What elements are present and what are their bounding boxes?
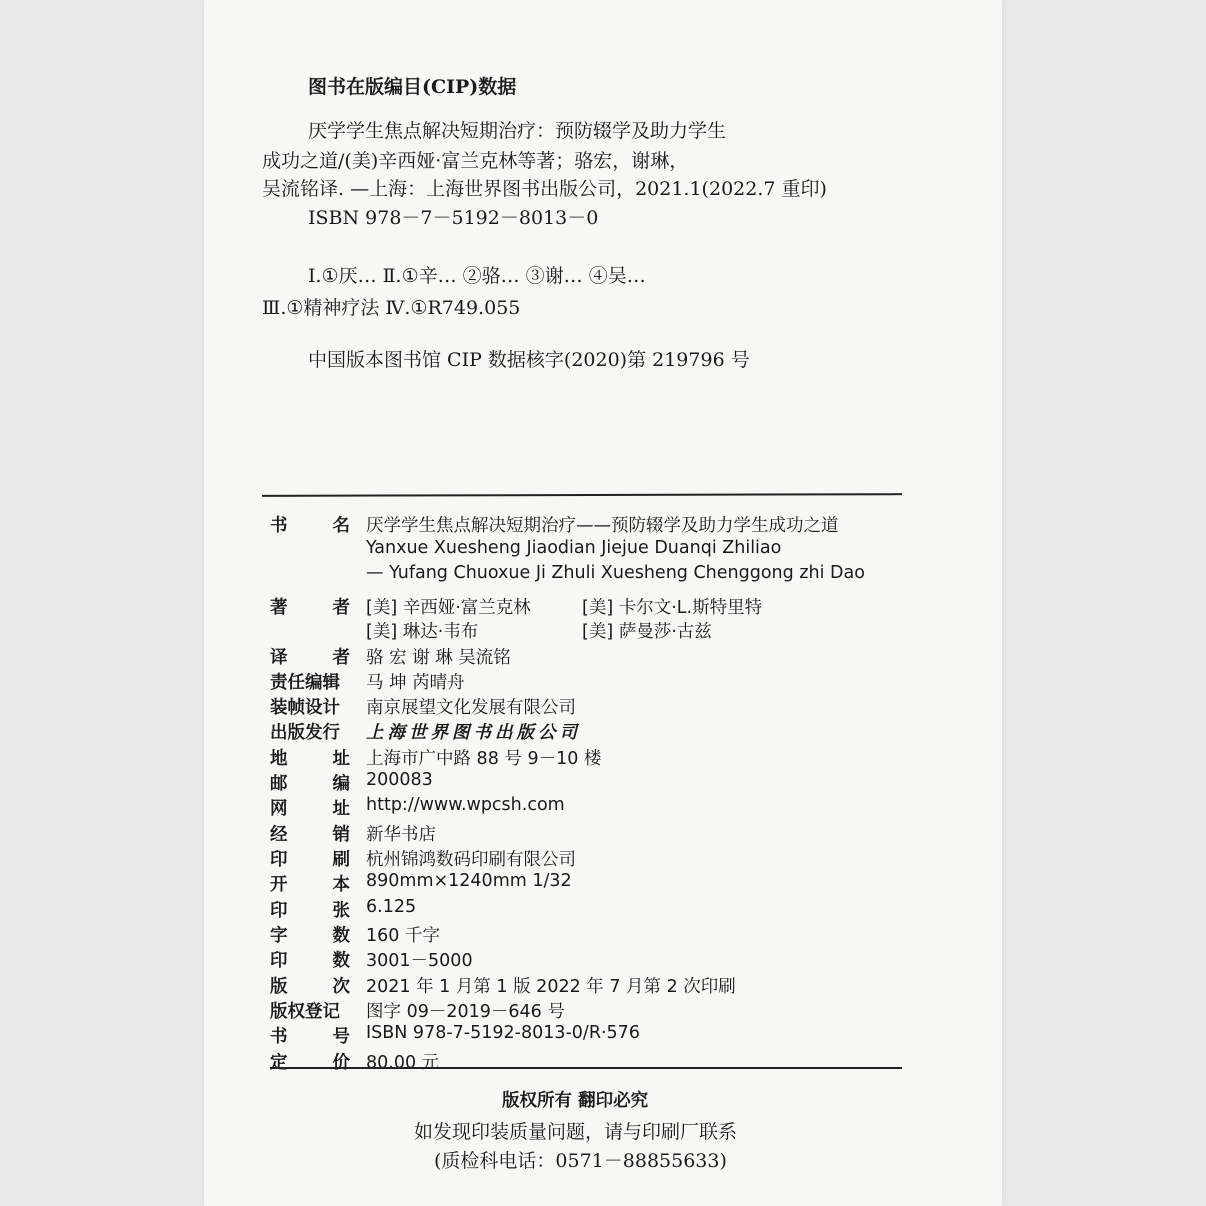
label-char: 书 [270, 1027, 288, 1047]
quality-notice: 如发现印装质量问题，请与印刷厂联系 [414, 1121, 738, 1143]
label-sheets [270, 897, 350, 922]
label-website [270, 795, 350, 820]
label-postcode [270, 770, 350, 795]
label-char: 次 [332, 977, 350, 997]
cip-index-line-2: Ⅲ.①精神疗法 Ⅳ.①R749.055 [262, 297, 521, 319]
quality-phone: (质检科电话：0571－88855633) [434, 1150, 727, 1172]
label-address [270, 745, 350, 770]
label-char: 译 [270, 648, 288, 668]
format: 890mm×1240mm 1/32 [366, 871, 572, 891]
editors: 马 坤 芮晴舟 [366, 673, 465, 693]
cip-record-line: 中国版本图书馆 CIP 数据核字(2020)第 219796 号 [308, 349, 750, 371]
sheets: 6.125 [366, 897, 417, 917]
author-2: [美] 卡尔文·L.斯特里特 [582, 598, 763, 618]
label-editors [270, 669, 350, 694]
label-char: 开 [270, 875, 288, 895]
copyright-page [204, 0, 1002, 1206]
label-text: 出版发行 [270, 723, 340, 743]
label-distributor [270, 821, 350, 846]
label-copyright-reg [270, 998, 350, 1023]
label-char: 印 [270, 901, 288, 921]
label-char: 址 [332, 749, 350, 769]
publisher-calligraphy-logo: 上海世界图书出版公司 [366, 723, 581, 743]
cip-author-line: 成功之道/(美)辛西娅·富兰克林等著；骆宏，谢琳， [262, 150, 689, 172]
title-pinyin-2: — Yufang Chuoxue Ji Zhuli Xuesheng Chenggong zhi Dao [366, 563, 865, 583]
label-char: 数 [332, 951, 350, 971]
label-char: 著 [270, 598, 288, 618]
label-edition [270, 973, 350, 998]
label-char: 价 [332, 1053, 350, 1073]
label-text: 责任编辑 [270, 673, 340, 693]
address: 上海市广中路 88 号 9－10 楼 [366, 749, 602, 769]
colophon-top-rule [262, 493, 902, 497]
isbn: ISBN 978-7-5192-8013-0/R·576 [366, 1023, 640, 1043]
label-char: 书 [270, 516, 288, 536]
printer: 杭州锦鸿数码印刷有限公司 [366, 850, 576, 870]
label-char: 地 [270, 749, 288, 769]
rights-notice: 版权所有 翻印必究 [502, 1091, 649, 1111]
cip-isbn-line: ISBN 978－7－5192－8013－0 [308, 207, 599, 229]
label-words [270, 922, 350, 947]
label-char: 字 [270, 926, 288, 946]
label-char: 经 [270, 825, 288, 845]
label-char: 本 [332, 875, 350, 895]
postcode: 200083 [366, 770, 433, 790]
cip-publisher-line: 吴流铭译. —上海：上海世界图书出版公司，2021.1(2022.7 重印) [262, 178, 827, 200]
copyright-registration: 图字 09－2019－646 号 [366, 1002, 565, 1022]
label-char: 者 [332, 598, 350, 618]
label-char: 址 [332, 799, 350, 819]
label-text: 版权登记 [270, 1002, 340, 1022]
label-char: 定 [270, 1053, 288, 1073]
website: http://www.wpcsh.com [366, 795, 565, 815]
label-char: 刷 [332, 850, 350, 870]
cip-heading: 图书在版编目(CIP)数据 [308, 76, 517, 98]
book-title: 厌学学生焦点解决短期治疗——预防辍学及助力学生成功之道 [366, 516, 839, 536]
price: 80.00 元 [366, 1053, 440, 1073]
label-authors [270, 594, 350, 619]
label-translators [270, 644, 350, 669]
word-count: 160 千字 [366, 926, 440, 946]
label-char: 印 [270, 850, 288, 870]
translators: 骆 宏 谢 琳 吴流铭 [366, 648, 511, 668]
label-text: 装帧设计 [270, 698, 340, 718]
label-char: 名 [332, 516, 350, 536]
label-title [270, 512, 350, 537]
label-publisher [270, 719, 350, 744]
label-price [270, 1049, 350, 1074]
colophon-bottom-rule [270, 1067, 902, 1069]
title-pinyin-1: Yanxue Xuesheng Jiaodian Jiejue Duanqi Zhiliao [366, 538, 782, 558]
edition: 2021 年 1 月第 1 版 2022 年 7 月第 2 次印刷 [366, 977, 736, 997]
author-3: [美] 琳达·韦布 [366, 622, 479, 642]
label-char: 编 [332, 774, 350, 794]
label-char: 数 [332, 926, 350, 946]
label-char: 邮 [270, 774, 288, 794]
label-char: 印 [270, 951, 288, 971]
cover-design: 南京展望文化发展有限公司 [366, 698, 576, 718]
label-print-run [270, 947, 350, 972]
label-char: 销 [332, 825, 350, 845]
label-format [270, 871, 350, 896]
label-printer [270, 846, 350, 871]
distributor: 新华书店 [366, 825, 436, 845]
print-run: 3001－5000 [366, 951, 473, 971]
label-isbn [270, 1023, 350, 1048]
author-1: [美] 辛西娅·富兰克林 [366, 598, 531, 618]
author-4: [美] 萨曼莎·古兹 [582, 622, 712, 642]
label-char: 者 [332, 648, 350, 668]
label-char: 网 [270, 799, 288, 819]
cip-title-line: 厌学学生焦点解决短期治疗：预防辍学及助力学生 [308, 120, 727, 142]
label-design [270, 694, 350, 719]
cip-index-line-1: Ⅰ.①厌… Ⅱ.①辛… ②骆… ③谢… ④吴… [308, 265, 646, 287]
label-char: 张 [332, 901, 350, 921]
label-char: 版 [270, 977, 288, 997]
label-char: 号 [332, 1027, 350, 1047]
